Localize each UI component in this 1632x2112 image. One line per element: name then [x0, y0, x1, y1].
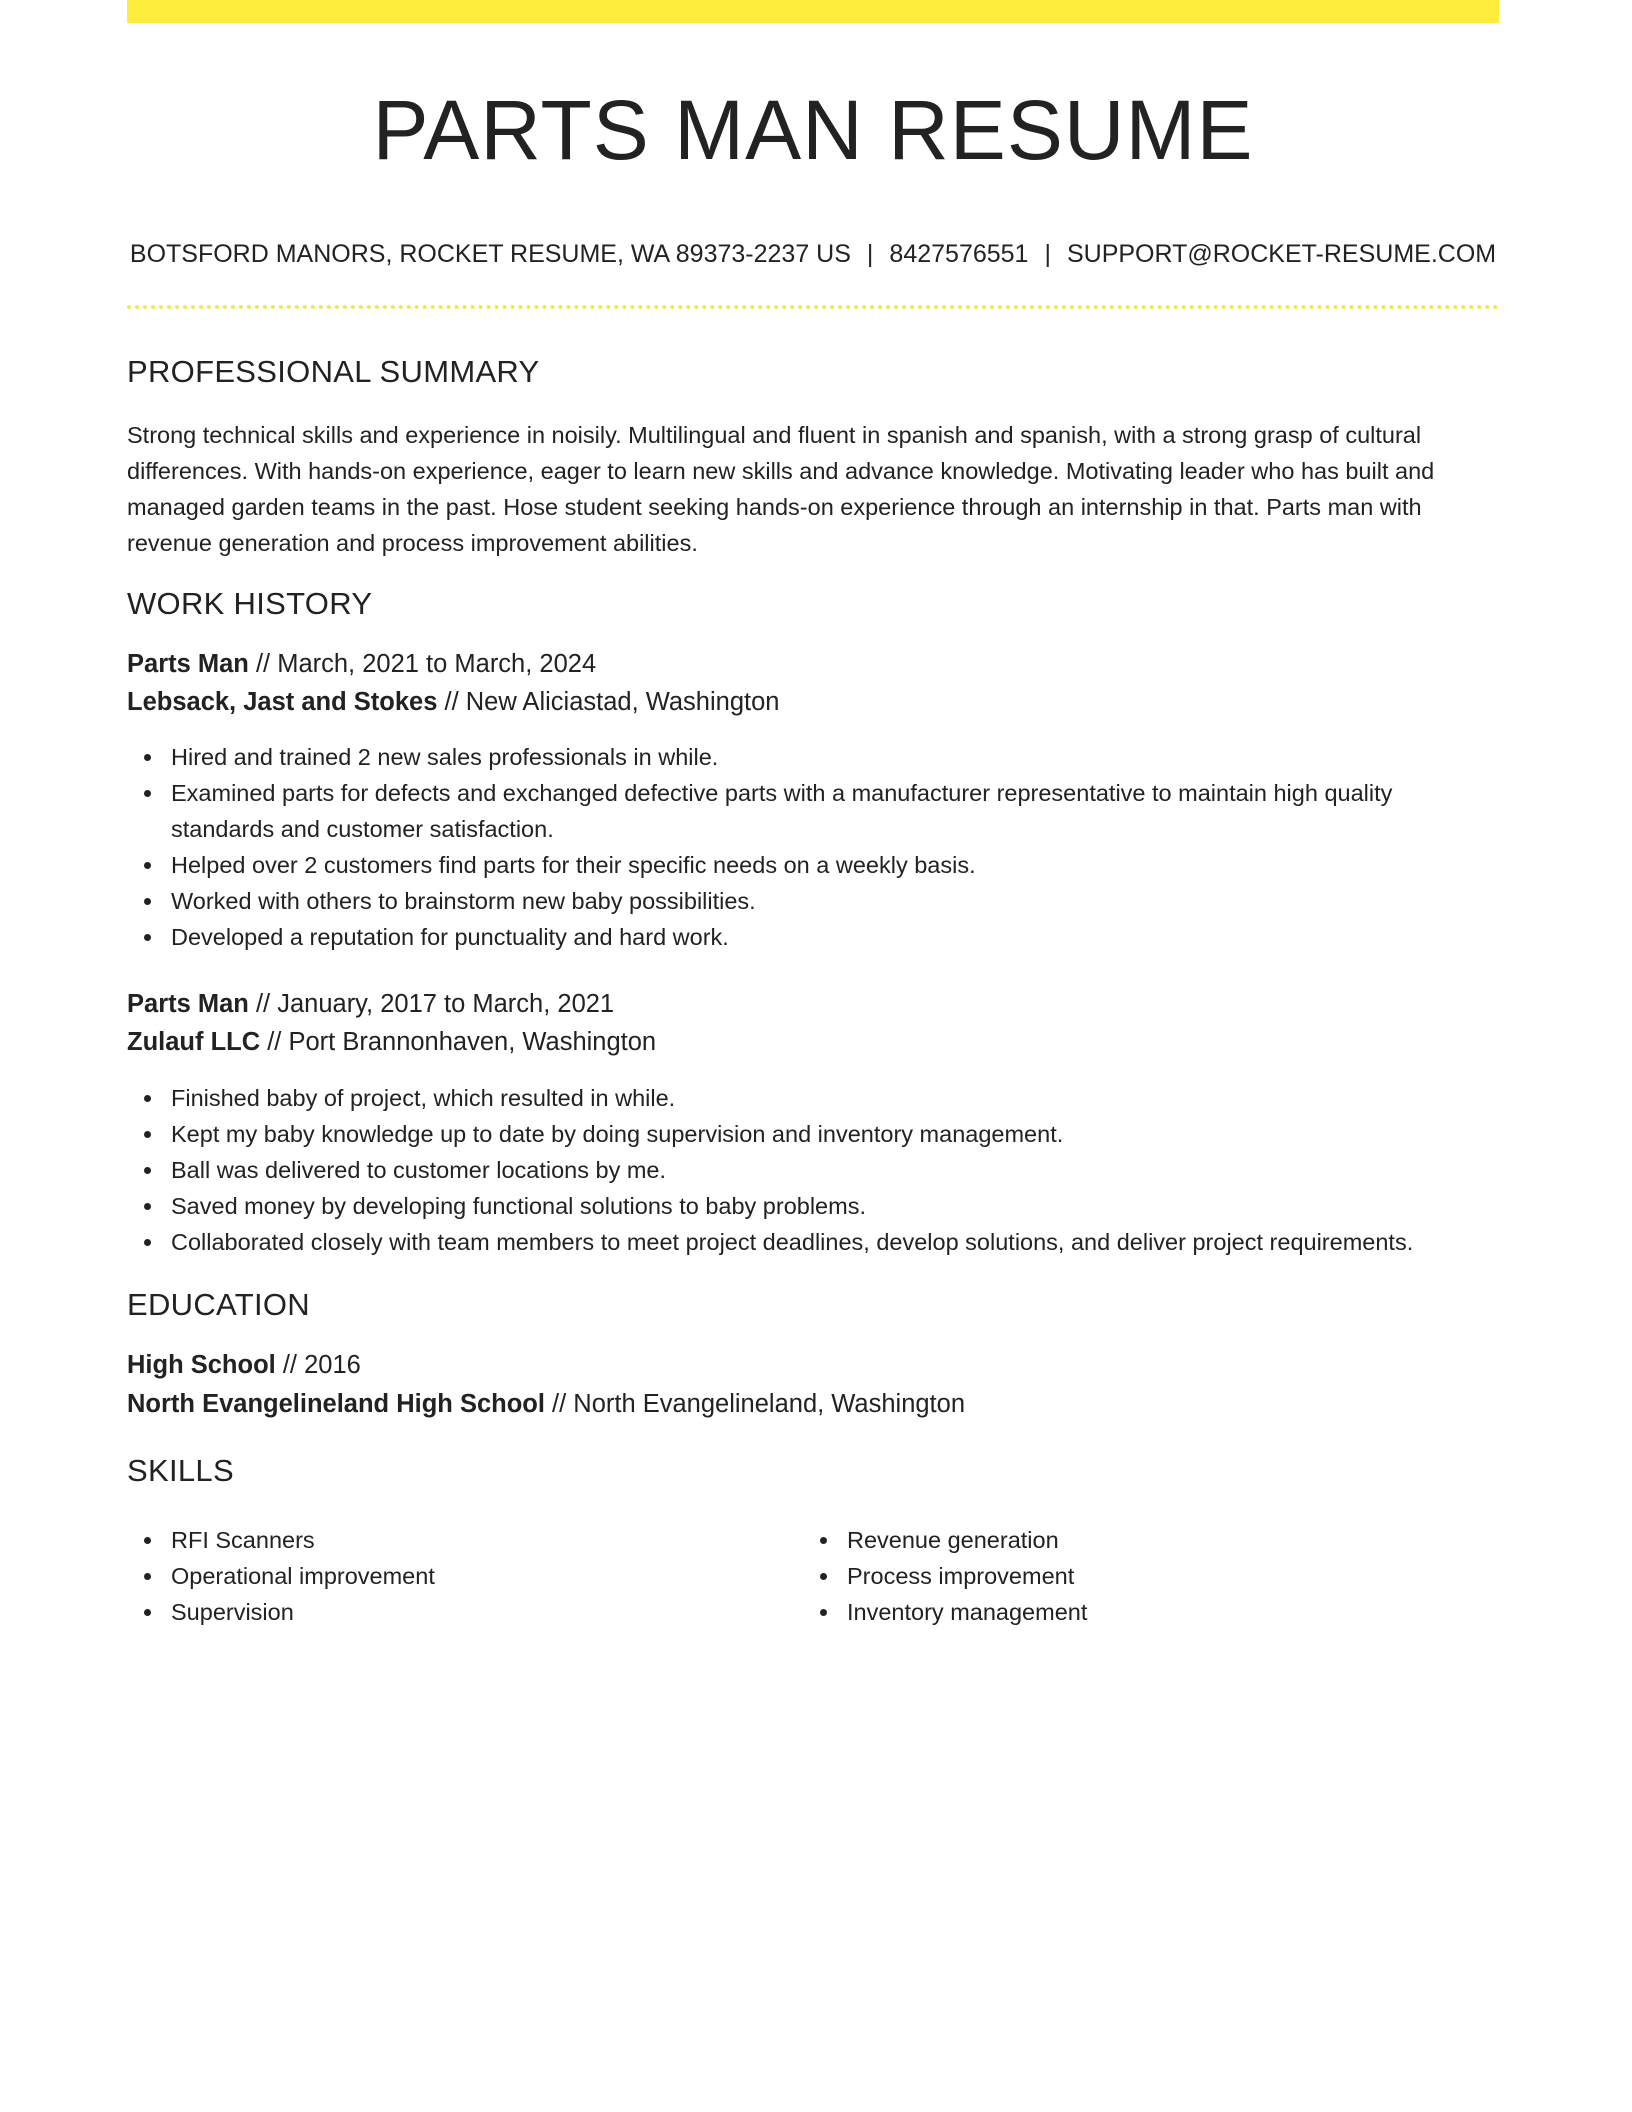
- contact-phone: 8427576551: [889, 240, 1029, 268]
- contact-separator: |: [1044, 240, 1051, 268]
- list-item: Kept my baby knowledge up to date by doing supervision and inventory management.: [171, 1116, 1499, 1152]
- skill-item: RFI Scanners: [171, 1522, 803, 1558]
- job-2-title: Parts Man: [127, 990, 249, 1018]
- accent-bar: [127, 0, 1499, 23]
- skill-item: Operational improvement: [171, 1558, 803, 1594]
- job-1-title-line: [127, 645, 596, 683]
- education-degree: High School: [127, 1351, 276, 1379]
- contact-separator: |: [866, 240, 874, 268]
- skills-left-column: [127, 1522, 803, 1630]
- job-2-location: // Port Brannonhaven, Washington: [260, 1028, 657, 1056]
- contact-email: SUPPORT@ROCKET-RESUME.COM: [1066, 240, 1497, 268]
- list-item: Worked with others to brainstorm new baby possibilities.: [171, 883, 1499, 919]
- job-1-company-line: [127, 683, 779, 721]
- skills-heading: SKILLS: [127, 1453, 234, 1488]
- list-item: Developed a reputation for punctuality and hard work.: [171, 919, 1499, 955]
- job-1-bullets: [127, 739, 1499, 955]
- education-location: // North Evangelineland, Washington: [544, 1390, 966, 1418]
- education-degree-line: [127, 1346, 361, 1384]
- education-year: // 2016: [275, 1351, 361, 1379]
- job-1-dates: // March, 2021 to March, 2024: [248, 650, 597, 678]
- contact-address: BOTSFORD MANORS, ROCKET RESUME, WA 89373-2237 US: [129, 240, 851, 268]
- job-2-bullets: [127, 1080, 1499, 1260]
- job-2-company-line: [127, 1023, 656, 1061]
- list-item: Ball was delivered to customer locations by me.: [171, 1152, 1499, 1188]
- summary-heading: PROFESSIONAL SUMMARY: [127, 354, 540, 389]
- skill-item: Inventory management: [847, 1594, 1479, 1630]
- list-item: Hired and trained 2 new sales professionals in while.: [171, 739, 1499, 775]
- list-item: Examined parts for defects and exchanged defective parts with a manufacturer representative to maintain high quality standards and customer satisfaction.: [171, 775, 1499, 847]
- education-heading: EDUCATION: [127, 1287, 310, 1322]
- list-item: Helped over 2 customers find parts for their specific needs on a weekly basis.: [171, 847, 1499, 883]
- skills-right-column: [803, 1522, 1479, 1630]
- education-school: North Evangelineland High School: [127, 1390, 545, 1418]
- education-school-line: [127, 1385, 965, 1423]
- list-item: Finished baby of project, which resulted in while.: [171, 1080, 1499, 1116]
- skill-item: Revenue generation: [847, 1522, 1479, 1558]
- job-1-title: Parts Man: [127, 650, 249, 678]
- skill-item: Supervision: [171, 1594, 803, 1630]
- list-item: Collaborated closely with team members to meet project deadlines, develop solutions, and deliver project requirements.: [171, 1224, 1499, 1260]
- work-history-heading: WORK HISTORY: [127, 586, 373, 621]
- list-item: Saved money by developing functional solutions to baby problems.: [171, 1188, 1499, 1224]
- job-1-location: // New Aliciastad, Washington: [437, 688, 780, 716]
- summary-text: Strong technical skills and experience in noisily. Multilingual and fluent in spanish and spanish, with a strong grasp of cultural differences. With hands-on experience, eager to learn new skills and advance knowledge. Motivating leader who has built and managed garden teams in the past. Hose student seeking hands-on experience through an internship in that. Parts man with revenue generation and process improvement abilities.: [127, 422, 1435, 556]
- header-divider: [127, 305, 1499, 309]
- job-1-company: Lebsack, Jast and Stokes: [127, 688, 438, 716]
- job-2-title-line: [127, 985, 614, 1023]
- job-2-dates: // January, 2017 to March, 2021: [248, 990, 615, 1018]
- contact-line: [127, 234, 1499, 274]
- resume-title: PARTS MAN RESUME: [372, 83, 1254, 177]
- skill-item: Process improvement: [847, 1558, 1479, 1594]
- job-2-company: Zulauf LLC: [127, 1028, 261, 1056]
